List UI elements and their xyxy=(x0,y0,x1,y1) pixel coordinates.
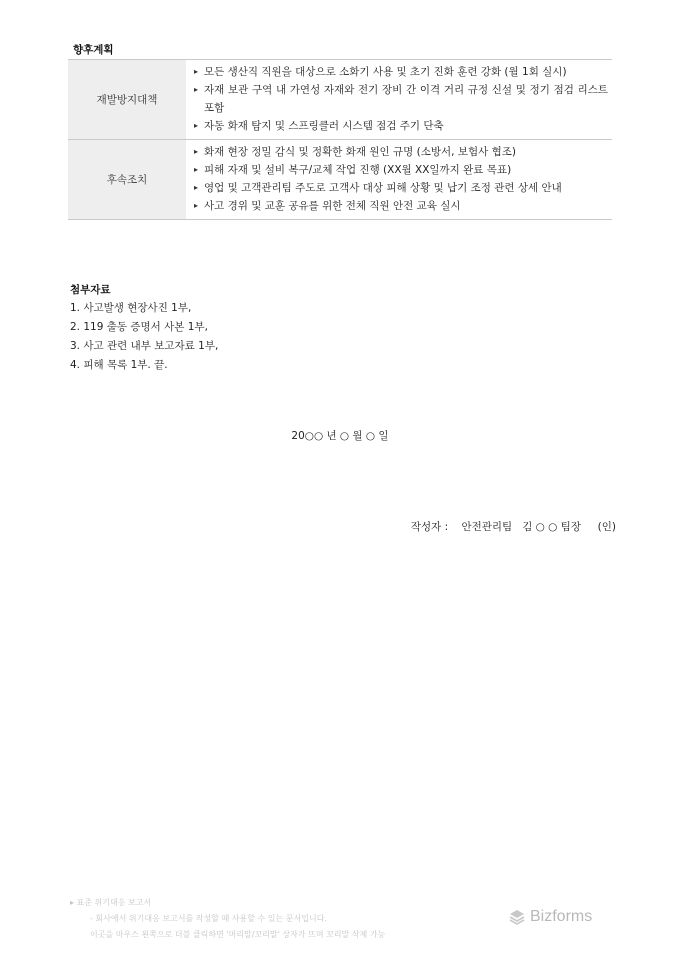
row-category: 재발방지대책 xyxy=(68,60,186,140)
list-item: ▸ 영업 및 고객관리팀 주도로 고객사 대상 피해 상황 및 납기 조정 관련 상세 안내 xyxy=(194,179,608,197)
attachment-item: 2. 119 출동 증명서 사본 1부, xyxy=(70,321,208,333)
attachments-section xyxy=(70,282,218,375)
list-item: ▸ 모든 생산직 직원을 대상으로 소화기 사용 및 초기 진화 훈련 강화 (월 1회 실시) xyxy=(194,63,608,81)
row-items xyxy=(186,140,612,220)
author-line: 작성자 : 안전관리팀 김 ○ ○ 팀장 (인) xyxy=(410,521,616,533)
table-row xyxy=(68,140,612,220)
footer xyxy=(70,895,385,943)
footer-line: ▸ 표준 위기대응 보고서 xyxy=(70,898,152,907)
date-line: 20○○ 년 ○ 월 ○ 일 xyxy=(291,430,389,442)
future-plan-title: 향후계획 xyxy=(73,44,114,56)
layers-icon xyxy=(508,908,526,926)
list-item: ▸ 자동 화재 탐지 및 스프링클러 시스템 점검 주기 단축 xyxy=(194,117,608,135)
row-category: 후속조치 xyxy=(68,140,186,220)
table-row xyxy=(68,60,612,140)
footer-line: - 회사에서 위기대응 보고서를 작성할 때 사용할 수 있는 문서입니다. xyxy=(90,914,327,923)
attachment-item: 4. 피해 목록 1부. 끝. xyxy=(70,359,168,371)
future-plan-table xyxy=(68,59,612,220)
attachments-title: 첨부자료 xyxy=(70,284,111,296)
brand-name: Bizforms xyxy=(530,908,593,925)
list-item: ▸ 피해 자재 및 설비 복구/교체 작업 진행 (XX월 XX일까지 완료 목표) xyxy=(194,161,608,179)
bizforms-logo xyxy=(508,908,592,926)
attachment-item: 1. 사고발생 현장사진 1부, xyxy=(70,302,192,314)
row-items xyxy=(186,60,612,140)
list-item: ▸ 사고 경위 및 교훈 공유를 위한 전체 직원 안전 교육 실시 xyxy=(194,197,608,215)
list-item: ▸ 화재 현장 정밀 감식 및 정확한 화재 원인 규명 (소방서, 보험사 협조) xyxy=(194,143,608,161)
footer-line: 이곳을 마우스 왼쪽으로 더블 클릭하면 '머리말/꼬리말' 상자가 뜨며 꼬리말 삭제 가능 xyxy=(90,930,386,939)
attachment-item: 3. 사고 관련 내부 보고자료 1부, xyxy=(70,340,219,352)
list-item: ▸ 자재 보관 구역 내 가연성 자재와 전기 장비 간 이격 거리 규정 신설 및 정기 점검 리스트 포함 xyxy=(194,81,608,117)
